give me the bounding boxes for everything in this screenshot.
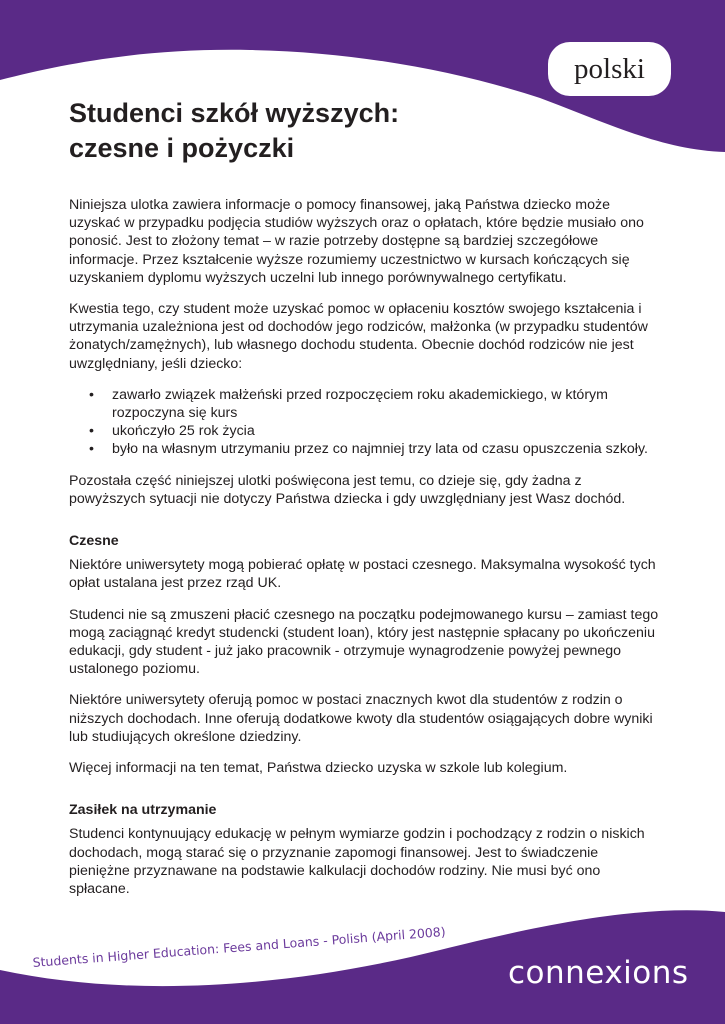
intro-paragraph-1: Niniejsza ulotka zawiera informacje o pomocy finansowej, jaką Państwa dziecko może uzyskać w przypadku podjęcia studiów wyższych oraz o opłatach, które będzie musiało ono ponosić. Jest to złożony temat – w razie potrzeby dostępne są bardziej szczegółowe informacje. Przez kształcenie wyższe rozumiemy uczestnictwo w kursach kończących się uzyskaniem dyplomu wyższych uczelni lub innego porównywalnego certyfikatu. — [69, 197, 644, 286]
title-line-2: czesne i pożyczki — [69, 133, 295, 163]
footer-document-title: Students in Higher Education: Fees and Loans - Polish (April 2008) — [32, 923, 447, 970]
bullet-icon: • — [89, 423, 94, 440]
bullet-icon: • — [89, 441, 94, 458]
fees-paragraph-3: Niektóre uniwersytety oferują pomoc w postaci znacznych kwot dla studentów z rodzin o niższych dochodach. Inne oferują dodatkowe kwoty dla studentów osiągających dobre wyniki lub studiujących określone dziedziny. — [69, 692, 653, 745]
list-item: • zawarło związek małżeński przed rozpoczęciem roku akademickiego, w którym rozpoczyna się kurs — [89, 386, 608, 422]
allowance-paragraph-1: Studenci kontynuujący edukację w pełnym wymiarze godzin i pochodzący z rodzin o niskich dochodach, mogą starać się o przyznanie zapomogi finansowej. Jest to świadczenie pieniężne przyznawane na podstawie kalkulacji dochodów rodziny. Nie musi być ono spłacane. — [69, 826, 645, 898]
fees-paragraph-1: Niektóre uniwersytety mogą pobierać opłatę w postaci czesnego. Maksymalna wysokość tych opłat ustalana jest przez rząd UK. — [69, 557, 656, 592]
list-item: • ukończyło 25 rok życia — [89, 423, 255, 440]
allowance-heading: Zasiłek na utrzymanie — [69, 802, 217, 819]
connexions-logo: connexions — [508, 955, 689, 991]
fees-heading: Czesne — [69, 533, 119, 550]
intro-paragraph-2: Kwestia tego, czy student może uzyskać pomoc w opłaceniu kosztów swojego kształcenia i utrzymania uzależniona jest od dochodów jego rodziców, małżonka (w przypadku studentów żonatych/zamężnych), lub własnego dochodu studenta. Obecnie dochód rodziców nie jest uwzględniany, jeśli dziecko: — [69, 301, 648, 372]
bullet-icon: • — [89, 386, 94, 403]
fees-paragraph-2: Studenci nie są zmuszeni płacić czesnego na początku podejmowanego kursu – zamiast tego mogą zaciągnąć kredyt studencki (student loan), który jest następnie spłacany po ukończeniu edukacji, gdy student - już jako pracownik - otrzymuje wynagrodzenie powyżej pewnego ustalonego poziomu. — [69, 606, 659, 678]
language-badge: polski — [548, 42, 671, 96]
fees-paragraph-4: Więcej informacji na ten temat, Państwa dziecko uzyska w szkole lub kolegium. — [69, 760, 568, 777]
list-item: • było na własnym utrzymaniu przez co najmniej trzy lata od czasu opuszczenia szkoły. — [89, 441, 648, 458]
title-line-1: Studenci szkół wyższych: — [69, 98, 400, 128]
document-body — [69, 196, 659, 911]
intro-paragraph-3: Pozostała część niniejszej ulotki poświęcona jest temu, co dzieje się, gdy żadna z powyższych sytuacji nie dotyczy Państwa dziecka i gdy uwzględniany jest Wasz dochód. — [69, 472, 626, 507]
page-title — [69, 96, 539, 166]
conditions-list — [69, 386, 659, 459]
